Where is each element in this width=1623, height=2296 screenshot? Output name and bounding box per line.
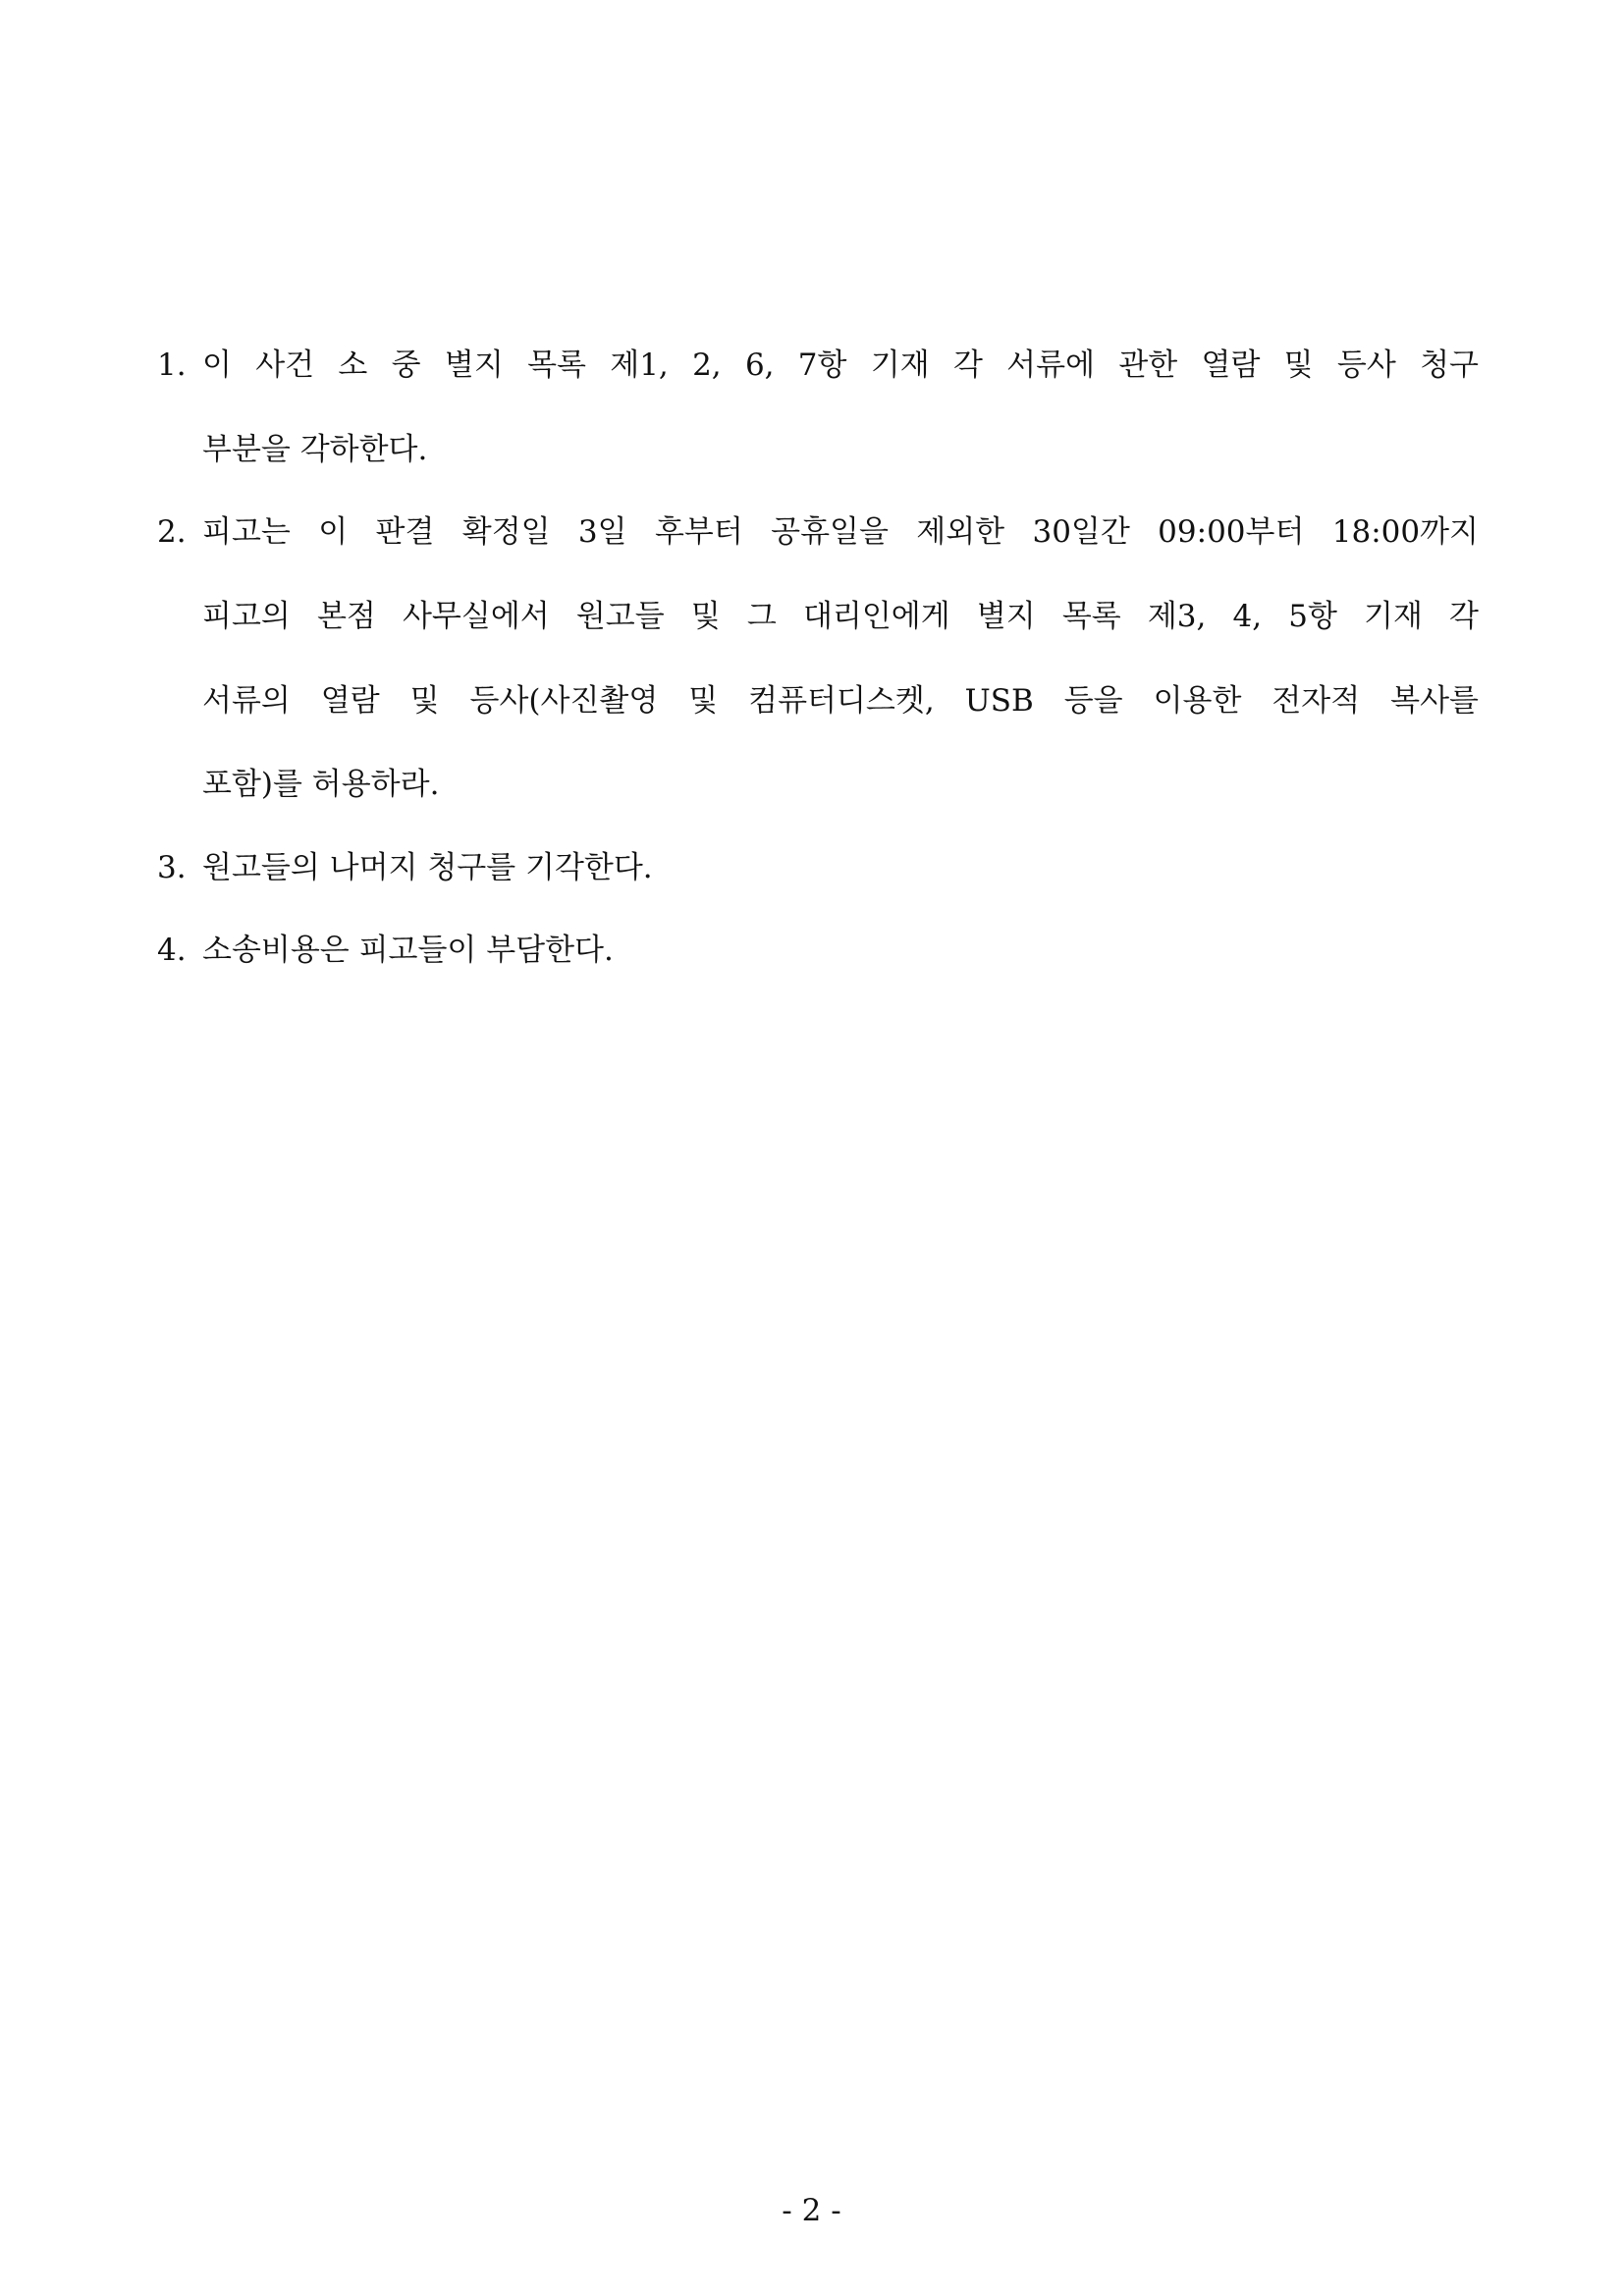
page-number: - 2 - [782, 2193, 841, 2228]
item-number: 3. [157, 850, 187, 885]
item-text-line: 소송비용은 피고들이 부담한다. [202, 933, 614, 968]
item-number: 2. [157, 514, 187, 550]
item-text-line: 부분을 각하한다. [202, 432, 428, 467]
item-text-line: 피고는 이 판결 확정일 3일 후부터 공휴일을 제외한 30일간 09:00부터 18:00까지 [202, 514, 1479, 550]
item-number: 4. [157, 933, 187, 968]
item-text-line: 원고들의 나머지 청구를 기각한다. [202, 850, 653, 885]
item-text-line: 서류의 열람 및 등사(사진촬영 및 컴퓨터디스켓, USB 등을 이용한 전자적 복사를 [202, 683, 1479, 719]
item-text-line: 피고의 본점 사무실에서 원고들 및 그 대리인에게 별지 목록 제3, 4, 5항 기재 각 [202, 599, 1479, 634]
item-text-line: 포함)를 허용하라. [202, 767, 440, 802]
item-number: 1. [157, 347, 187, 383]
item-text-line: 이 사건 소 중 별지 목록 제1, 2, 6, 7항 기재 각 서류에 관한 열람 및 등사 청구 [202, 347, 1479, 383]
